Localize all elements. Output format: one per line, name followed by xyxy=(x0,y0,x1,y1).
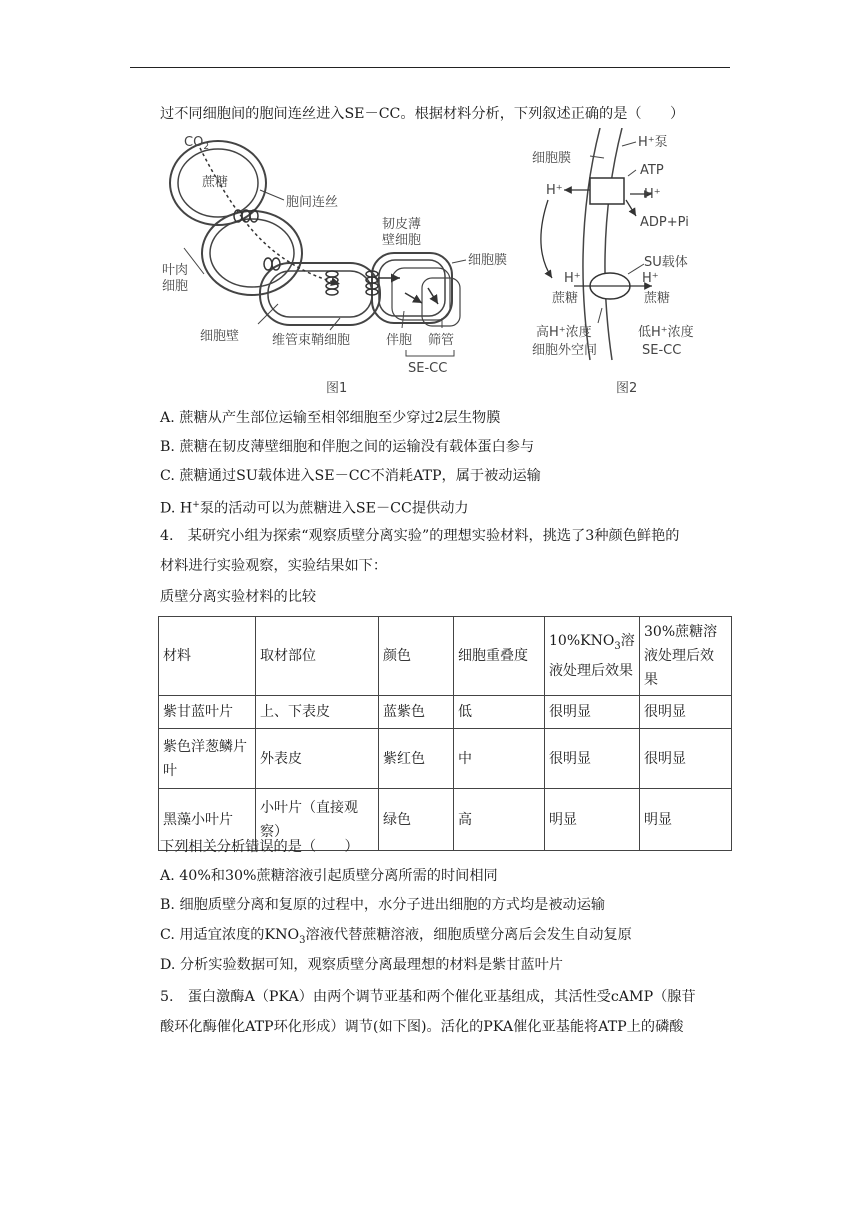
phloem-parenchyma-label-1: 韧皮薄 xyxy=(382,217,422,232)
co2-label: CO xyxy=(184,135,204,150)
header-material: 材料 xyxy=(159,617,256,696)
membrane-label-fig2: 细胞膜 xyxy=(532,151,572,166)
h-right-label: H⁺ xyxy=(644,187,661,202)
fig2-caption: 图2 xyxy=(616,381,638,396)
header-color: 颜色 xyxy=(379,617,454,696)
q3-option-a: A. 蔗糖从产生部位运输至相邻细胞至少穿过2层生物膜 xyxy=(160,410,501,426)
materials-table xyxy=(158,616,732,851)
q5-stem-line-1: 5. 蛋白激酶A（PKA）由两个调节亚基和两个催化亚基组成，其活性受cAMP（腺苷 xyxy=(160,989,696,1005)
q3-intro-tail: 过不同细胞间的胞间连丝进入SE－CC。根据材料分析，下列叙述正确的是（ ） xyxy=(160,106,685,122)
phloem-parenchyma-label-2: 壁细胞 xyxy=(382,233,422,248)
membrane-line-inner xyxy=(605,128,622,360)
atp-label: ATP xyxy=(640,163,664,178)
header-rule xyxy=(130,67,730,68)
h-su-left-label: H⁺ xyxy=(564,271,581,286)
q4-option-c: C. 用适宜浓度的$KNO_3$溶液代替蔗糖溶液，细胞质壁分离后会发生自动复原 xyxy=(160,927,632,946)
bundle-sheath-cell xyxy=(260,263,380,325)
cell-wall-label: 细胞壁 xyxy=(200,329,240,344)
q5-stem-line-2: 酸环化酶催化ATP环化形成）调节(如下图)。活化的PKA催化亚基能将ATP上的磷酸 xyxy=(160,1019,684,1035)
plasmodesmata-marks xyxy=(234,210,378,295)
h-su-right-label: H⁺ xyxy=(642,271,659,286)
q4-table-title: 质壁分离实验材料的比较 xyxy=(160,589,317,605)
se-cc-label-fig2: SE-CC xyxy=(642,343,682,358)
mesophyll-label-2: 细胞 xyxy=(162,279,189,294)
se-cc-label: SE-CC xyxy=(408,361,448,376)
figure-1 xyxy=(162,135,507,396)
svg-text:CO2: $CO_2$ xyxy=(184,135,210,152)
su-carrier-label: SU载体 xyxy=(644,255,688,270)
sucrose-right-label: 蔗糖 xyxy=(644,291,671,306)
header-overlap: 细胞重叠度 xyxy=(454,617,545,696)
q4-stem-line-2: 材料进行实验观察，实验结果如下： xyxy=(160,558,388,574)
q4-option-d: D. 分析实验数据可知，观察质壁分离最理想的材料是紫甘蓝叶片 xyxy=(160,957,563,973)
plasmodesmata-label: 胞间连丝 xyxy=(286,195,339,210)
header-kno3: $10\%KNO_3$溶液处理后效果 xyxy=(545,617,640,696)
extracellular-label: 细胞外空间 xyxy=(532,343,598,358)
q3-option-d: D. H+泵的活动可以为蔗糖进入SE－CC提供动力 xyxy=(160,500,469,517)
q4-stem-line-1: 4. 某研究小组为探索“观察质壁分离实验”的理想实验材料，挑选了3种颜色鲜艳的 xyxy=(160,528,680,544)
figure-2 xyxy=(532,128,694,396)
sieve-tube xyxy=(422,278,460,326)
q4-option-a: A. 40%和30%蔗糖溶液引起质壁分离所需的时间相同 xyxy=(160,868,498,884)
fig1-caption: 图1 xyxy=(326,381,348,396)
bundle-sheath-label: 维管束鞘细胞 xyxy=(272,333,351,348)
sieve-label: 筛管 xyxy=(428,333,455,348)
low-h-label: 低H⁺浓度 xyxy=(638,325,694,340)
sucrose-left-label: 蔗糖 xyxy=(552,291,579,306)
q3-option-c: C. 蔗糖通过SU载体进入SE－CC不消耗ATP，属于被动运输 xyxy=(160,468,541,484)
mesophyll-cell-lower xyxy=(202,211,302,295)
table-header-row xyxy=(159,617,732,696)
table-row: 紫甘蓝叶片 上、下表皮 蓝紫色 低 很明显 很明显 xyxy=(159,696,732,729)
high-h-label: 高H⁺浓度 xyxy=(536,325,592,340)
h-left-label: H⁺ xyxy=(546,183,563,198)
q4-question: 下列相关分析错误的是（ ） xyxy=(160,839,359,855)
companion-label: 伴胞 xyxy=(386,333,413,348)
companion-cell xyxy=(392,268,450,320)
sucrose-label: 蔗糖 xyxy=(202,175,229,190)
h-pump xyxy=(590,178,624,204)
transport-diagram xyxy=(160,128,720,400)
header-site: 取材部位 xyxy=(256,617,379,696)
table-row: 黑藻小叶片 小叶片（直接观察） 绿色 高 明显 明显 xyxy=(159,789,732,851)
table-row: 紫色洋葱鳞片叶 外表皮 紫红色 中 很明显 很明显 xyxy=(159,729,732,789)
q3-figure xyxy=(160,128,720,400)
mesophyll-label-1: 叶肉 xyxy=(162,263,189,278)
h-pump-label: H⁺泵 xyxy=(638,135,668,150)
membrane-label-fig1: 细胞膜 xyxy=(468,253,508,268)
q4-option-b: B. 细胞质壁分离和复原的过程中，水分子进出细胞的方式均是被动运输 xyxy=(160,897,606,913)
header-sucrose: 30%蔗糖溶液处理后效果 xyxy=(640,617,732,696)
adp-label: ADP+Pi xyxy=(640,215,689,230)
q3-option-b: B. 蔗糖在韧皮薄壁细胞和伴胞之间的运输没有载体蛋白参与 xyxy=(160,439,535,455)
